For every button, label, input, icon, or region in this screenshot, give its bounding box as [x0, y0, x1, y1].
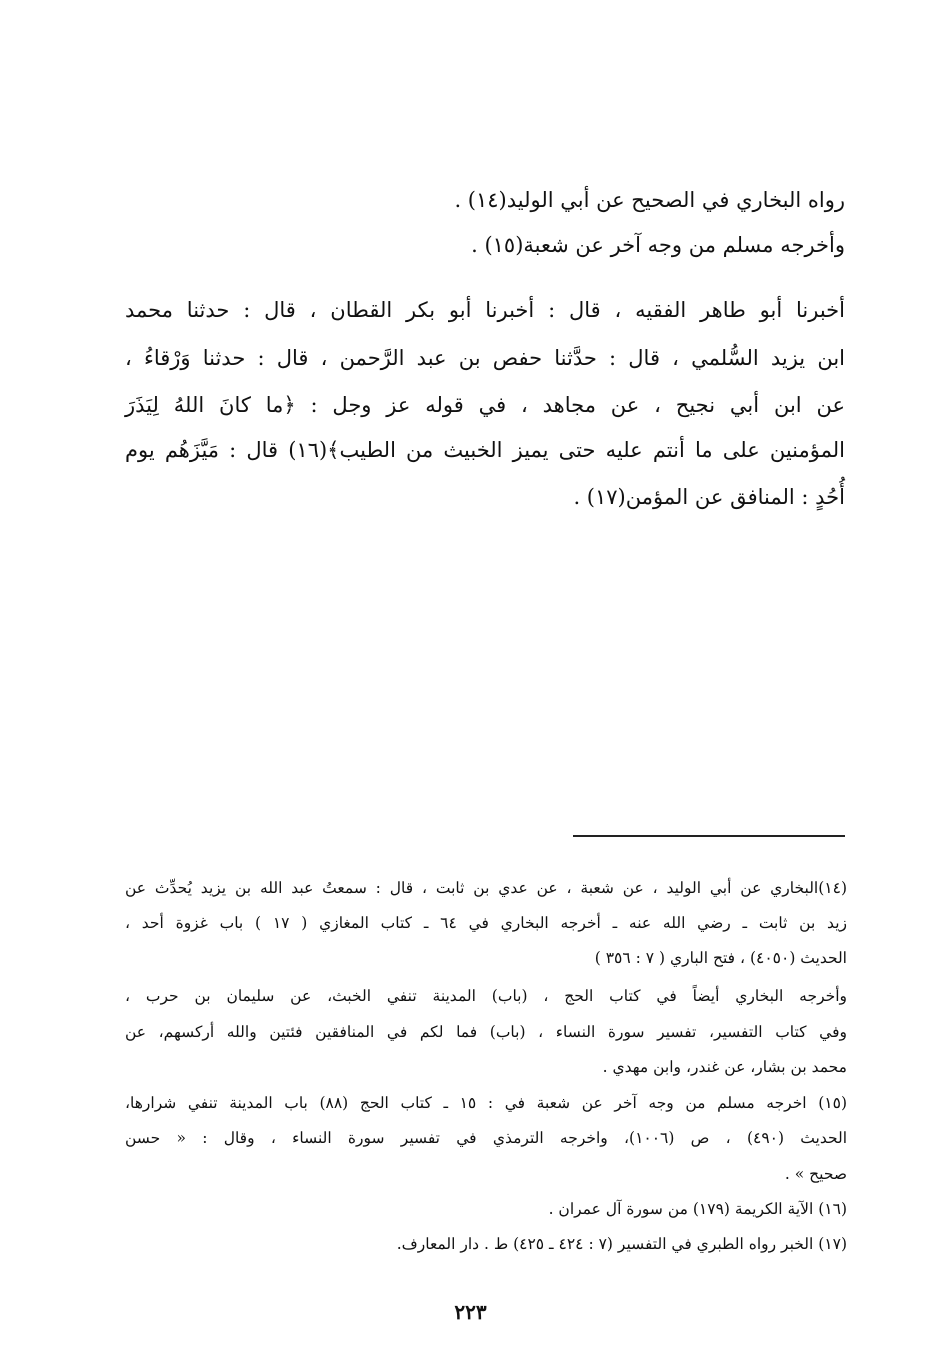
body-line-2: وأخرجه مسلم من وجه آخر عن شعبة(١٥) .: [471, 233, 845, 257]
body-line-1: رواه البخاري في الصحيح عن أبي الوليد(١٤) .: [454, 188, 845, 212]
body-line-4: ابن يزيد السُّلمي ، قال : حدَّثنا حفص بن عبد الرَّحمن ، قال : حدثنا وَرْقاءُ ،: [125, 346, 845, 370]
footnote-line-9: صحيح » .: [784, 1165, 847, 1183]
footnote-line-6: محمد بن بشار، عن غندر، وابن مهدي .: [602, 1058, 847, 1076]
footnote-line-2: زيد بن ثابت ـ رضي الله عنه ـ أخرجه البخاري في ٦٤ ـ كتاب المغازي ( ١٧ ) باب غزوة أحد ،: [125, 914, 847, 932]
footnote-line-5: وفي كتاب التفسير، تفسير سورة النساء ، (باب) فما لكم في المنافقين فئتين والله أركسهم، عن: [125, 1023, 847, 1041]
footnote-line-3: الحديث (٤٠٥٠) ، فتح الباري ( ٧ : ٣٥٦ ): [594, 949, 847, 967]
footnote-separator: [573, 835, 845, 837]
body-line-6: المؤمنين على ما أنتم عليه حتى يميز الخبيث من الطيب﴾(١٦) قال : مَيَّزَهُم يوم: [125, 438, 845, 462]
body-line-5: عن ابن أبي نجيح ، عن مجاهد ، في قوله عز وجل : ﴿ما كانَ اللهُ لِيَذَرَ: [125, 393, 845, 417]
footnote-line-7: (١٥) اخرجه مسلم من وجه آخر عن شعبة في : ١٥ ـ كتاب الحج (٨٨) باب المدينة تنفي شرارها،: [125, 1094, 847, 1112]
footnote-line-4: وأخرجه البخاري أيضاً في كتاب الحج ، (باب) المدينة تنفي الخبث، عن سليمان بن حرب ،: [125, 987, 847, 1005]
footnote-line-10: (١٦) الآية الكريمة (١٧٩) من سورة آل عمران .: [548, 1200, 847, 1218]
page-number: ٢٢٣: [454, 1300, 487, 1324]
body-line-7: أُحُدٍ : المنافق عن المؤمن(١٧) .: [573, 485, 845, 509]
footnote-line-11: (١٧) الخبر رواه الطبري في التفسير (٧ : ٤٢٤ ـ ٤٢٥) ط . دار المعارف.: [396, 1235, 847, 1253]
footnote-line-1: (١٤)البخاري عن أبي الوليد ، عن شعبة ، عن عدي بن ثابت ، قال : سمعتُ عبد الله بن يزيد يُحدِّث عن: [125, 879, 847, 897]
footnote-line-8: الحديث (٤٩٠) ، ص (١٠٠٦)، واخرجه الترمذي في تفسير سورة النساء ، وقال : « حسن: [125, 1129, 847, 1147]
body-line-3: أخبرنا أبو طاهر الفقيه ، قال : أخبرنا أبو بكر القطان ، قال : حدثنا محمد: [125, 298, 845, 322]
